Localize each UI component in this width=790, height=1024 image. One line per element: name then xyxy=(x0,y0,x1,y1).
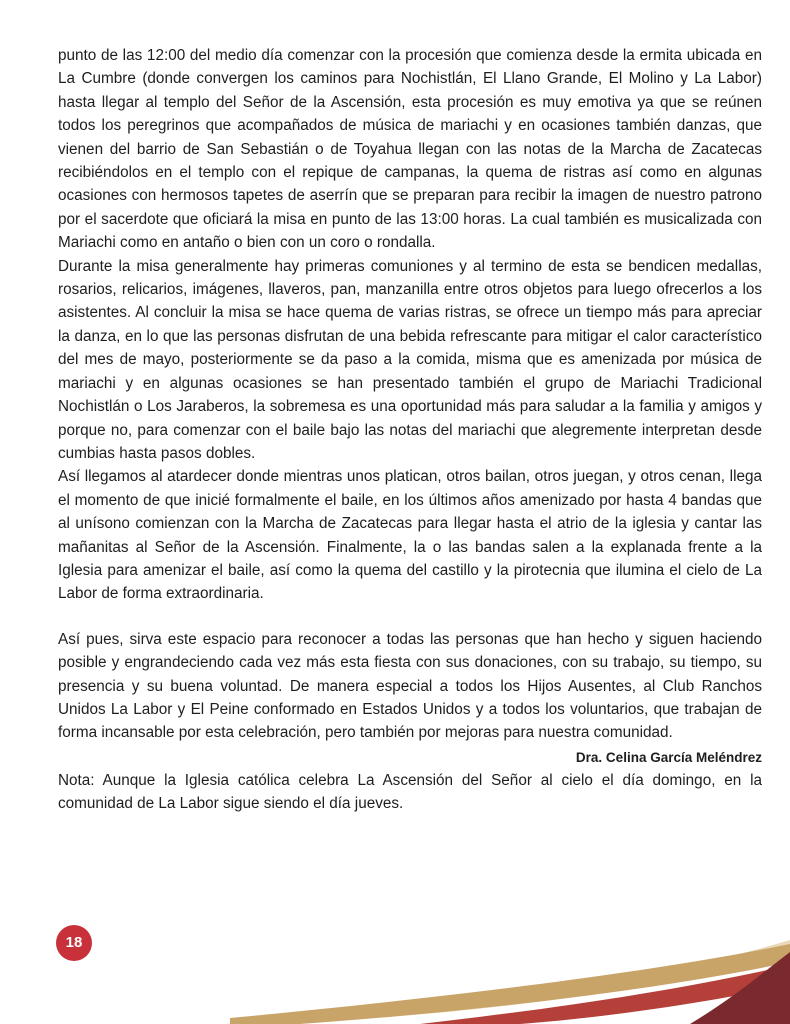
page-number-badge: 18 xyxy=(56,925,92,961)
paragraph-evening-dance: Así llegamos al atardecer donde mientras unos platican, otros bailan, otros juegan, y otros cenan, llega el momento de que inicié formalmente el baile, en los últimos años amenizado por hasta 4 bandas que al unísono comienzan con la Marcha de Zacatecas para llegar hasta el atrio de la iglesia y cantar las mañanitas al Señor de la Ascensión. Finalmente, la o las bandas salen a la explanada frente a la Iglesia para amenizar el baile, así como la quema del castillo y la pirotecnia que ilumina el cielo de La Labor de forma extraordinaria. xyxy=(58,468,762,603)
author-signature: Dra. Celina García Meléndrez xyxy=(575,749,762,765)
paragraph-acknowledgements: Así pues, sirva este espacio para reconocer a todas las personas que han hecho y siguen haciendo posible y engrandeciendo cada vez más esta fiesta con sus donaciones, con su trabajo, su tiempo, su presencia y su buena voluntad. De manera especial a todos los Hijos Ausentes, al Club Ranchos Unidos La Labor y El Peine conformado en Estados Unidos y a todos los voluntarios, que trabajan de forma incansable por esta celebración, pero también por mejoras para nuestra comunidad. xyxy=(58,630,762,742)
paragraph-procession: punto de las 12:00 del medio día comenzar con la procesión que comienza desde la ermita ubicada en La Cumbre (donde convergen los caminos para Nochistlán, El Llano Grande, El Molino y La Labor) hasta llegar al templo del Señor de la Ascensión, esta procesión es muy emotiva ya que se reúnen todos los peregrinos que acompañados de música de mariachi y en ocasiones también danzas, que vienen del barrio de San Sebastián o de Toyahua llegan con las notas de la Marcha de Zacatecas recibiéndolos en el templo con el repique de campanas, la quema de ristras así como en algunas ocasiones con hermosos tapetes de aserrín que se preparan para recibir la imagen de nuestro patrono por el sacerdote que oficiará la misa en punto de las 13:00 horas. La cual también es musicalizada con Mariachi como en antaño o bien con un coro o rondalla. xyxy=(58,47,762,252)
paragraph-mass: Durante la misa generalmente hay primeras comuniones y al termino de esta se bendicen medallas, rosarios, relicarios, imágenes, llaveros, pan, manzanilla entre otros objetos para luego ofrecerlos a los asistentes. Al concluir la misa se hace quema de varias ristras, se ofrece un tiempo más para apreciar la danza, en lo que las personas disfrutan de una bebida refrescante para mitigar el calor característico del mes de mayo, posteriormente se da paso a la comida, misma que es amenizada por música de mariachi y en algunas ocasiones se han presentado también el grupo de Mariachi Tradicional Nochistlán o Los Jaraberos, la sobremesa es una oportunidad más para saludar a la familia y amigos y porque no, para comenzar con el baile bajo las notas del mariachi que alegremente interpretan desde cumbias hasta pasos dobles. xyxy=(58,257,762,462)
footnote: Nota: Aunque la Iglesia católica celebra La Ascensión del Señor al cielo el día domingo, en la comunidad de La Labor sigue siendo el día jueves. xyxy=(58,771,762,813)
